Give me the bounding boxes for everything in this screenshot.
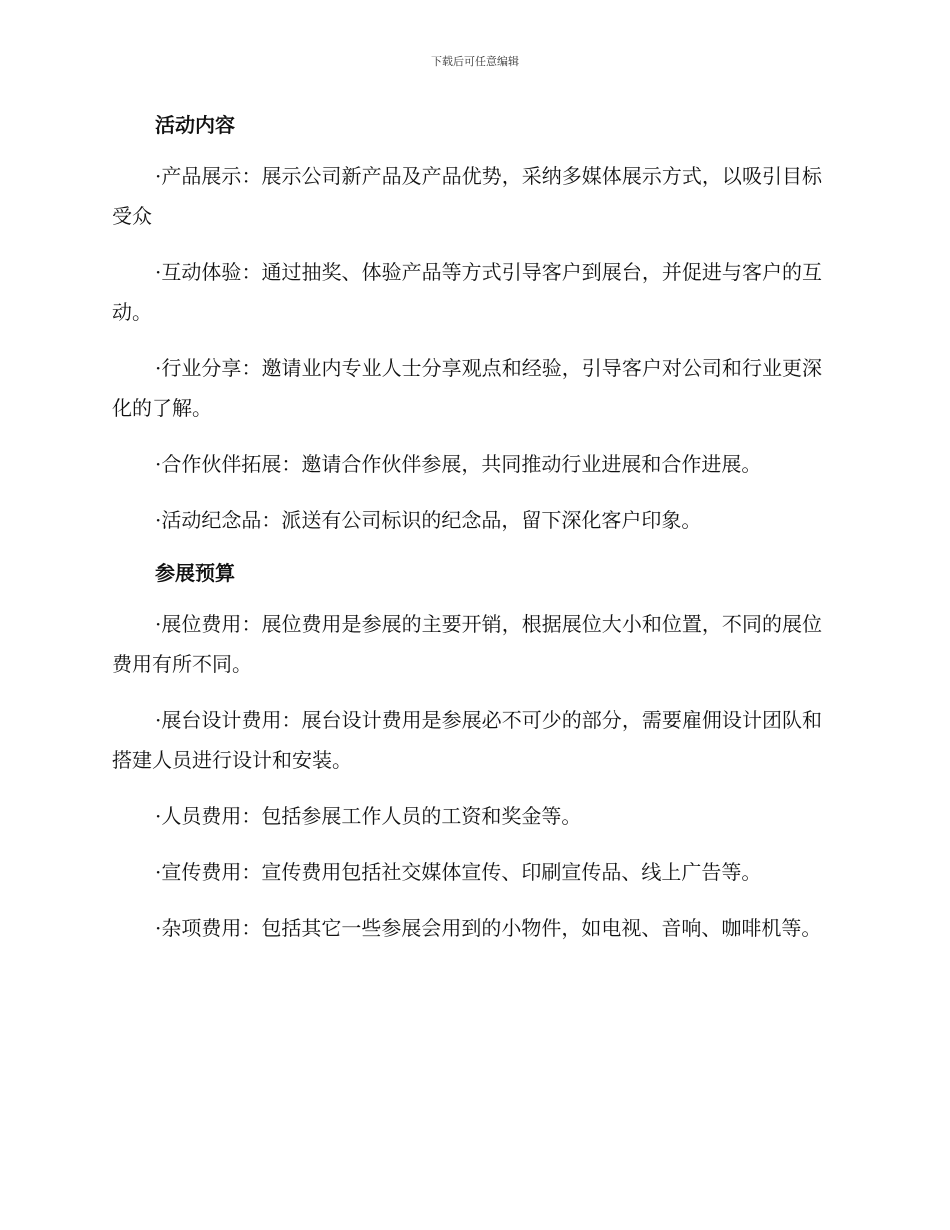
paragraph-promotion-fee: ·宣传费用：宣传费用包括社交媒体宣传、印刷宣传品、线上广告等。	[155, 860, 762, 884]
paragraph-booth-fee: ·展位费用：展位费用是参展的主要开销，根据展位大小和位置，不同的展位费用有所不同。	[112, 612, 822, 676]
paragraph-industry-sharing: ·行业分享：邀请业内专业人士分享观点和经验，引导客户对公司和行业更深化的了解。	[112, 356, 822, 420]
paragraph-staff-fee: ·人员费用：包括参展工作人员的工资和奖金等。	[155, 804, 582, 828]
section-heading-activity: 活动内容	[155, 113, 235, 137]
paragraph-souvenirs: ·活动纪念品：派送有公司标识的纪念品，留下深化客户印象。	[155, 508, 702, 532]
paragraph-product-display: ·产品展示：展示公司新产品及产品优势，采纳多媒体展示方式，以吸引目标受众	[112, 164, 822, 228]
paragraph-misc-fee: ·杂项费用：包括其它一些参展会用到的小物件，如电视、音响、咖啡机等。	[155, 916, 822, 940]
paragraph-interactive-experience: ·互动体验：通过抽奖、体验产品等方式引导客户到展台，并促进与客户的互动。	[112, 260, 822, 324]
section-heading-budget: 参展预算	[155, 561, 235, 585]
header-note: 下载后可任意编辑	[431, 55, 519, 68]
document-body	[112, 108, 822, 964]
paragraph-booth-design-fee: ·展台设计费用：展台设计费用是参展必不可少的部分，需要雇佣设计团队和搭建人员进行设计和安装。	[112, 708, 822, 772]
paragraph-partner-expansion: ·合作伙伴拓展：邀请合作伙伴参展，共同推动行业进展和合作进展。	[155, 452, 762, 476]
